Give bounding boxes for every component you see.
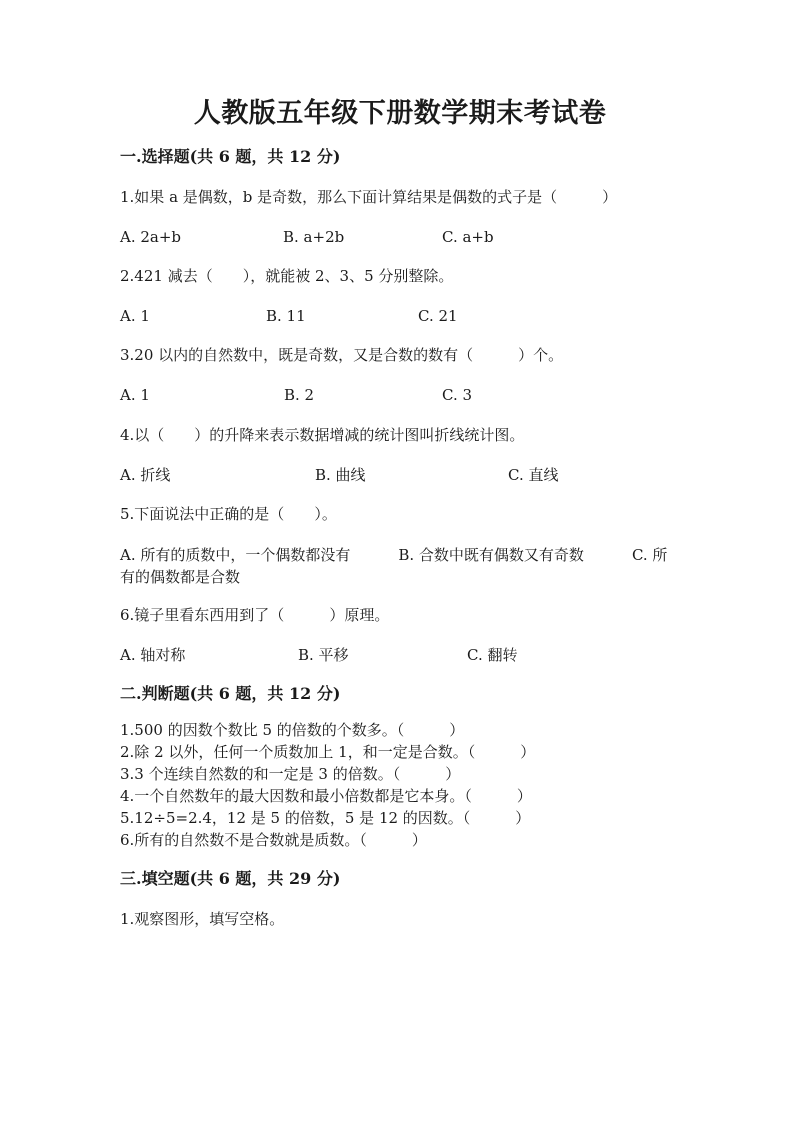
list-item: 5.12÷5=2.4，12 是 5 的倍数，5 是 12 的因数。（ ） <box>120 809 531 827</box>
option-b: B. 平移 <box>298 646 349 664</box>
option-c: C. 21 <box>418 307 458 325</box>
list-item: 3.3 个连续自然数的和一定是 3 的倍数。（ ） <box>120 765 461 783</box>
option-b: B. 曲线 <box>315 466 366 484</box>
option-a: A. 折线 <box>120 466 171 484</box>
option-a: A. 1 <box>120 307 150 325</box>
question-stem: 6.镜子里看东西用到了（ ）原理。 <box>120 606 390 624</box>
option-c: C. 翻转 <box>467 646 518 664</box>
option-c: C. 所有的偶数都是合数 <box>120 546 668 586</box>
question-stem: 3.20 以内的自然数中，既是奇数，又是合数的数有（ ）个。 <box>120 346 564 364</box>
option-a: A. 轴对称 <box>120 646 186 664</box>
section-heading-fill-blank: 三.填空题(共 6 题，共 29 分) <box>120 869 341 888</box>
question-stem: 5.下面说法中正确的是（ ）。 <box>120 505 337 523</box>
list-item: 1.500 的因数个数比 5 的倍数的个数多。（ ） <box>120 721 465 739</box>
question-stem: 4.以（ ）的升降来表示数据增减的统计图叫折线统计图。 <box>120 426 525 444</box>
option-a: A. 2a+b <box>120 228 182 246</box>
option-b: B. 合数中既有偶数又有奇数 <box>398 546 584 564</box>
judgement-list <box>120 719 535 851</box>
question-stem: 1.观察图形，填写空格。 <box>120 910 285 928</box>
option-b: B. 11 <box>266 307 306 325</box>
option-c: C. 直线 <box>508 466 559 484</box>
list-item: 6.所有的自然数不是合数就是质数。（ ） <box>120 831 427 849</box>
option-b: B. 2 <box>284 386 315 404</box>
option-a: A. 所有的质数中，一个偶数都没有 <box>120 546 351 564</box>
option-b: B. a+2b <box>283 228 345 246</box>
page-title: 人教版五年级下册数学期末考试卷 <box>193 98 607 129</box>
option-c: C. a+b <box>442 228 494 246</box>
question-stem: 1.如果 a 是偶数，b 是奇数，那么下面计算结果是偶数的式子是（ ） <box>120 188 618 206</box>
section-heading-judgement: 二.判断题(共 6 题，共 12 分) <box>120 684 341 703</box>
list-item: 4.一个自然数年的最大因数和最小倍数都是它本身。（ ） <box>120 787 532 805</box>
option-c: C. 3 <box>442 386 473 404</box>
question-options-wrapped <box>120 544 680 588</box>
question-stem: 2.421 减去（ ），就能被 2、3、5 分别整除。 <box>120 267 454 285</box>
list-item: 2.除 2 以外，任何一个质数加上 1，和一定是合数。（ ） <box>120 743 536 761</box>
option-a: A. 1 <box>120 386 150 404</box>
section-heading-choice: 一.选择题(共 6 题，共 12 分) <box>120 147 341 166</box>
